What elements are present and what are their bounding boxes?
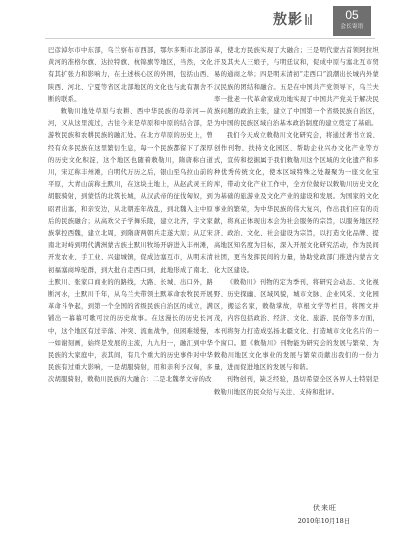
logo-text: 敖影 xyxy=(273,12,303,28)
right-column xyxy=(214,45,379,399)
section-label: 会长寄语 xyxy=(340,24,364,30)
page-number: 05 xyxy=(345,8,359,22)
paragraph: 《敕勒川》刊物的定为季刊，将研究会动态、文化视野、历史探幽、区域风貌，城市文脉、企业风采、文化园区，搬运名家，敕勒掌故，草根文学等栏目，将图文并茂，内容包括政治、经济、文化、旅游、民俗等多方面，本刊将努力打造成弘扬北疆文化、打造城市文化名片的一个窗口。愿《敕勒川》刊物能为研究会的发展与繁荣、为敕勒川地区文化事业的发展与繁荣贡献出我们的一份力量，进而促进地区的发展与和谐。 xyxy=(214,278,379,372)
page-number-badge xyxy=(333,6,371,36)
author-signature: 伏来旺 xyxy=(313,504,337,512)
logo-mark-icon xyxy=(305,14,312,25)
left-column xyxy=(48,45,213,387)
paragraph: 巴彦淖尔市中东部，乌兰察布市西部，鄂尔多斯市北部沿黄河的准格尔旗、达拉特旗、杭锦旗等地区，当然，文化有其扩张力和影响力，在土述核心区的外围，包括山西、陕西、河北、宁夏等省区北部地区的文化也与此有割舍不断的联系。 xyxy=(48,47,213,103)
signature-date: 2010年10月18日 xyxy=(297,517,351,525)
paragraph: 刊物创刊，缺乏经验，恳切希望全区各界人士特别是敕勒川地区的民众给与关注、支持和批评。 xyxy=(214,376,379,396)
magazine-logo xyxy=(273,8,323,30)
header-divider xyxy=(45,38,375,39)
paragraph: 革，使北方民族实现了大融合；三是明代蒙古首领阿拉坦汗及其夫人三娘子，与明廷议和，促成中原与塞北互市贸易的通商之举；四是明末清初“走西口”浪潮出长城内外蒙汉民族的团结和融合。五是在中国共产党领导下，乌兰夫率一批老一代革命家成功地实现了中国共产党关于解决民族问题的政治主张，建立了中国第一个省级民族自治区，为中国的民族区域自治基本政治制度的建立奠定了基础。 xyxy=(214,47,379,128)
paragraph: 敕勒川地处草原与农耕、西中华民族的母亲河—黄河，又从这里流过，古往今来是草原和中原的结合部，是游牧民族和农耕民族的融汇处。在北方草原的历史上，曾经有众多民族在这里繁衍生息，每一个民族都留下了深厚的历史文化积淀，这个地区也随着敕勒川，隋唐称白道川，宋辽称丰州滩，自明代万历之后，银山至乌拉山前的平原，大青山前称土默川，在这块土地上，从赵武灵王的胡服骑射，到蒙恬的北筑长城，从汉武帝的征伐匈奴，到昭君出塞，和亲安边，从北朝连年战乱，到北魏入主中原后的民族融合；从高欢父子学舞乐陵，建立北齐，宇文家族掌控西魏，建立北周，到隋唐两朝兵走遂大原；从辽宋南北对峙到明代满洲蒙古族土默川牧场开辟进入丰州滩，开发农业、手工业、兴建城镇，促成边塞互市，从明末清初福塞商埠驼群，到大批自走西口到，此地形成了南北、土默川、张家口商业的的路线，大路、长城、出口外，路断河水，土默川千年，从乌兰夫带领土默革命农牧民开展革命斗争起，到第一个全国的省级民族自治区的成立，满铺出一幕幕可歌可泣的历史故事。在这漫长的历史长河中，这个地区有过辛落、冲突、流血战争，但困难缓慢，一如谢刻画，始终是发展的主流，九九归一，融汇到中华民族的大家庭中，表其间，有几个重大的历史事件对中华民族有过重大影响，一是胡服骑射，用和亲利予汉匈，多次胡服骑射，敕勒川民族的大融合：二是北魏孝文帝的改 xyxy=(48,108,213,384)
paragraph: 我们今天成立敕勒川文化研究会，将通过著书立说、创作刊物、扶持文化园区、帮助企业兴办文化产业等方式，宣传和挖掘属于我们敕勒川这个区域的文化遗产和多种优秀传统文化，使本区域特殊之处凝聚为一座文化宝库，带动文化产业工作中，全方位做好以敕勒川历史文化为基础的旅游业及文化产业的建设和发展。为国家的文化事业的繁荣，为中华民族的伟大复兴，作出我们应有的贡献，将真正体现出本会为社会服务的宗旨，以服务地区经济、政治、文化、社会建设为宗旨，以打造文化品牌、提高地区知名度为目标，深入开展文化研究活动，作为民间社团，更当发挥民间的力量，协助党政部门推进内蒙古文化大区建设。 xyxy=(214,132,379,274)
